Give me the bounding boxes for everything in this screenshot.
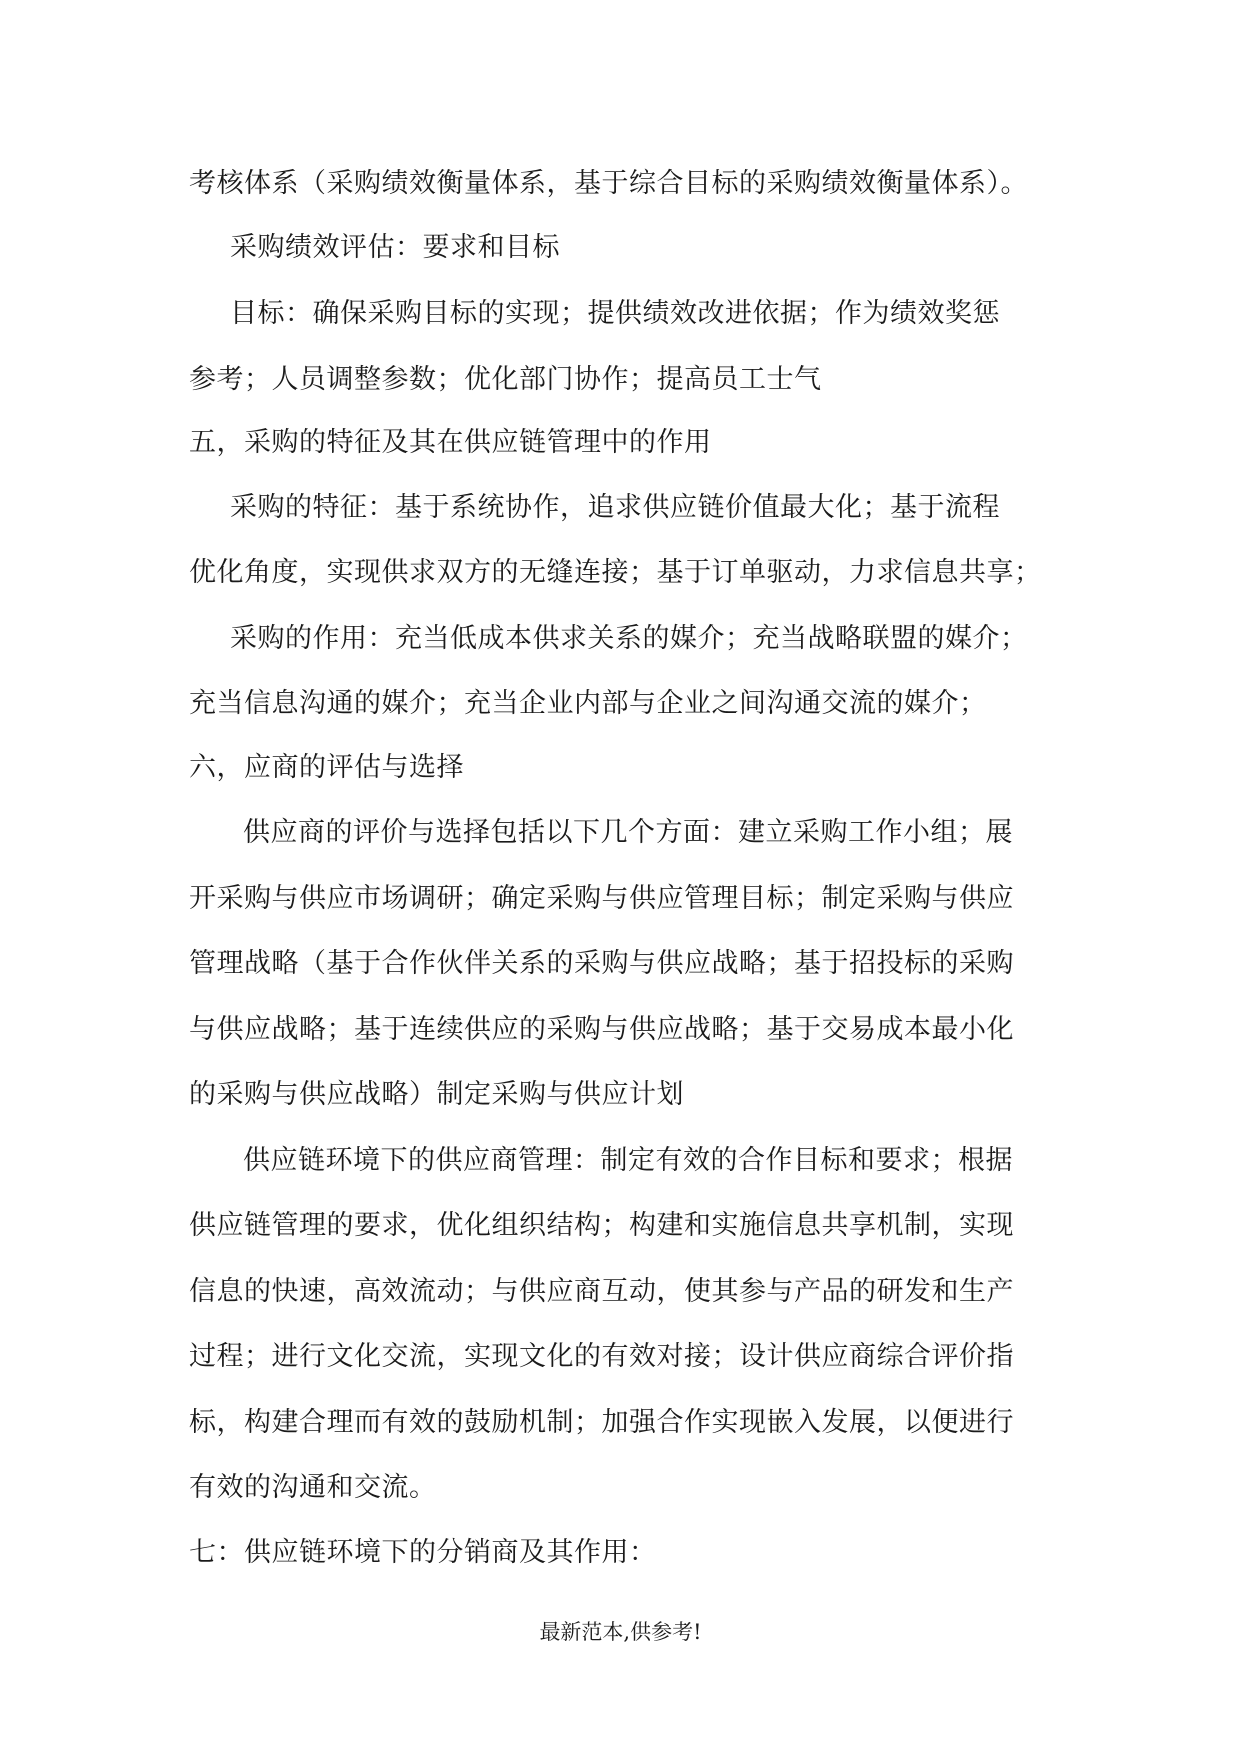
text-line: 管理战略（基于合作伙伴关系的采购与供应战略；基于招投标的采购	[189, 948, 1014, 979]
text-line: 供应链管理的要求，优化组织结构；构建和实施信息共享机制，实现	[189, 1210, 1014, 1241]
page-footer: 最新范本,供参考!	[539, 1620, 702, 1644]
text-line: 参考；人员调整参数；优化部门协作；提高员工士气	[189, 364, 822, 395]
section-heading: 六，应商的评估与选择	[189, 752, 464, 783]
text-line: 优化角度，实现供求双方的无缝连接；基于订单驱动，力求信息共享；	[189, 557, 1042, 588]
text-line: 目标：确保采购目标的实现；提供绩效改进依据；作为绩效奖惩	[230, 298, 1000, 329]
text-line: 开采购与供应市场调研；确定采购与供应管理目标；制定采购与供应	[189, 883, 1014, 914]
text-line: 标，构建合理而有效的鼓励机制；加强合作实现嵌入发展，以便进行	[189, 1407, 1014, 1438]
text-line: 的采购与供应战略）制定采购与供应计划	[189, 1079, 684, 1110]
section-heading: 七：供应链环境下的分销商及其作用：	[189, 1537, 657, 1568]
section-heading: 五，采购的特征及其在供应链管理中的作用	[189, 427, 712, 458]
text-line: 信息的快速，高效流动；与供应商互动，使其参与产品的研发和生产	[189, 1276, 1014, 1307]
text-line: 考核体系（采购绩效衡量体系，基于综合目标的采购绩效衡量体系）。	[189, 168, 1028, 199]
text-line: 采购绩效评估：要求和目标	[230, 232, 560, 263]
text-line: 过程；进行文化交流，实现文化的有效对接；设计供应商综合评价指	[189, 1341, 1014, 1372]
text-line: 与供应战略；基于连续供应的采购与供应战略；基于交易成本最小化	[189, 1014, 1014, 1045]
text-line: 供应链环境下的供应商管理：制定有效的合作目标和要求；根据	[243, 1145, 1013, 1176]
text-line: 采购的作用：充当低成本供求关系的媒介；充当战略联盟的媒介；	[230, 623, 1028, 654]
text-line: 采购的特征：基于系统协作，追求供应链价值最大化；基于流程	[230, 492, 1000, 523]
text-line: 供应商的评价与选择包括以下几个方面：建立采购工作小组；展	[243, 817, 1013, 848]
text-line: 充当信息沟通的媒介；充当企业内部与企业之间沟通交流的媒介；	[189, 688, 987, 719]
text-line: 有效的沟通和交流。	[189, 1472, 437, 1503]
